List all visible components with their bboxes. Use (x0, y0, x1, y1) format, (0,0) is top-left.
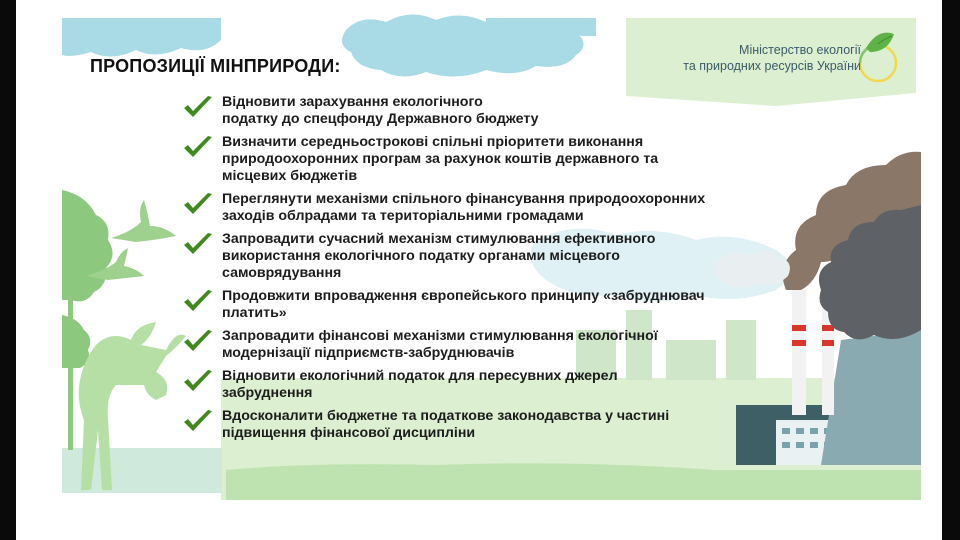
checkmark-icon (182, 289, 214, 315)
list-item (176, 231, 786, 282)
page-title: ПРОПОЗИЦІЇ МІНПРИРОДИ: (90, 56, 341, 76)
ministry-name-line2: та природних ресурсів України (683, 59, 861, 73)
list-item (176, 408, 786, 442)
ministry-name (646, 42, 861, 74)
list-item-text: Відновити екологічний податок для пересувних джерел забруднення (222, 368, 618, 401)
list-item-text: Визначити середньострокові спільні пріоритети виконання природоохоронних програм за рахунок коштів державного та місцевих бюджетів (222, 134, 659, 184)
proposals-list (176, 94, 786, 442)
list-item-text: Переглянути механізми спільного фінансування природоохоронних заходів облрадами та територіальними громадами (222, 191, 706, 224)
list-item-text: Запровадити фінансові механізми стимулювання екологічної модернізації підприємств-забруднювачів (222, 328, 658, 361)
checkmark-icon (182, 369, 214, 395)
checkmark-icon (182, 95, 214, 121)
checkmark-icon (182, 329, 214, 355)
list-item-text: Відновити зарахування екологічного податку до спецфонду Державного бюджету (222, 94, 539, 127)
list-item-text: Продовжити впровадження європейського принципу «забруднювач платить» (222, 288, 705, 321)
list-item (176, 134, 786, 185)
slide (16, 0, 942, 540)
ministry-name-line1: Міністерство екології (739, 43, 861, 57)
list-item (176, 288, 786, 322)
list-item (176, 94, 786, 128)
list-item (176, 328, 786, 362)
checkmark-icon (182, 232, 214, 258)
list-item (176, 191, 786, 225)
checkmark-icon (182, 135, 214, 161)
checkmark-icon (182, 409, 214, 435)
checkmark-icon (182, 192, 214, 218)
list-item-text: Вдосконалити бюджетне та податкове законодавства у частині підвищення фінансової дисципліни (222, 408, 670, 441)
list-item (176, 368, 786, 402)
list-item-text: Запровадити сучасний механізм стимулювання ефективного використання екологічного податку органами місцевого самоврядування (222, 231, 656, 281)
